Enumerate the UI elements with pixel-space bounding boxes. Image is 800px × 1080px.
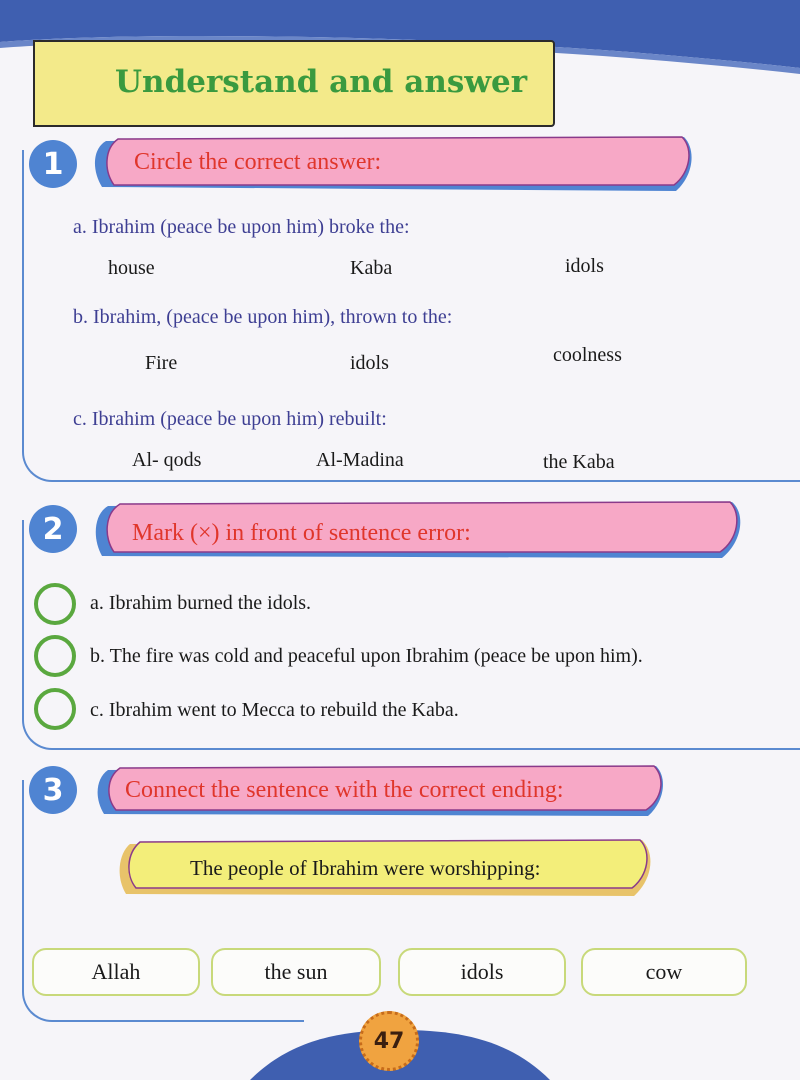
option-b-3[interactable]: coolness — [553, 344, 622, 366]
section-1-banner — [110, 140, 670, 186]
section-1-instruction: Circle the correct answer: — [134, 149, 382, 175]
statement-b: b. The fire was cold and peaceful upon Ibrahim (peace be upon him). — [90, 645, 643, 667]
checkbox-circle-a[interactable] — [34, 583, 76, 625]
section-2-instruction: Mark (×) in front of sentence error: — [132, 520, 471, 546]
option-c-1[interactable]: Al- qods — [132, 449, 202, 471]
sentence-stem: The people of Ibrahim were worshipping: — [190, 856, 541, 880]
option-b-1[interactable]: Fire — [145, 352, 178, 374]
question-c: c. Ibrahim (peace be upon him) rebuilt: — [73, 408, 387, 430]
section-1-number: 1 — [29, 140, 77, 188]
checkbox-circle-c[interactable] — [34, 688, 76, 730]
option-a-1[interactable]: house — [108, 257, 155, 279]
title-banner — [33, 40, 555, 127]
option-c-2[interactable]: Al-Madina — [316, 449, 404, 471]
section-3-instruction: Connect the sentence with the correct ending: — [125, 777, 564, 803]
ending-box-1[interactable]: Allah — [32, 948, 200, 996]
section-3-number: 3 — [29, 766, 77, 814]
option-a-2[interactable]: Kaba — [350, 257, 393, 279]
ending-box-4[interactable]: cow — [581, 948, 747, 996]
question-b: b. Ibrahim, (peace be upon him), thrown to the: — [73, 306, 453, 328]
ending-box-3[interactable]: idols — [398, 948, 566, 996]
option-c-3[interactable]: the Kaba — [543, 451, 615, 473]
option-b-2[interactable]: idols — [350, 352, 389, 374]
page-title: Understand and answer — [115, 64, 528, 100]
checkbox-circle-b[interactable] — [34, 635, 76, 677]
statement-a: a. Ibrahim burned the idols. — [90, 592, 312, 614]
section-2-number: 2 — [29, 505, 77, 553]
option-a-3[interactable]: idols — [565, 255, 604, 277]
section-2-banner — [108, 511, 718, 557]
ending-box-2[interactable]: the sun — [211, 948, 381, 996]
statement-c: c. Ibrahim went to Mecca to rebuild the Kaba. — [90, 699, 459, 721]
section-3-banner — [101, 768, 661, 814]
page-number-badge — [359, 1011, 419, 1071]
page-number: 47 — [373, 1028, 405, 1054]
question-a: a. Ibrahim (peace be upon him) broke the: — [73, 216, 410, 238]
